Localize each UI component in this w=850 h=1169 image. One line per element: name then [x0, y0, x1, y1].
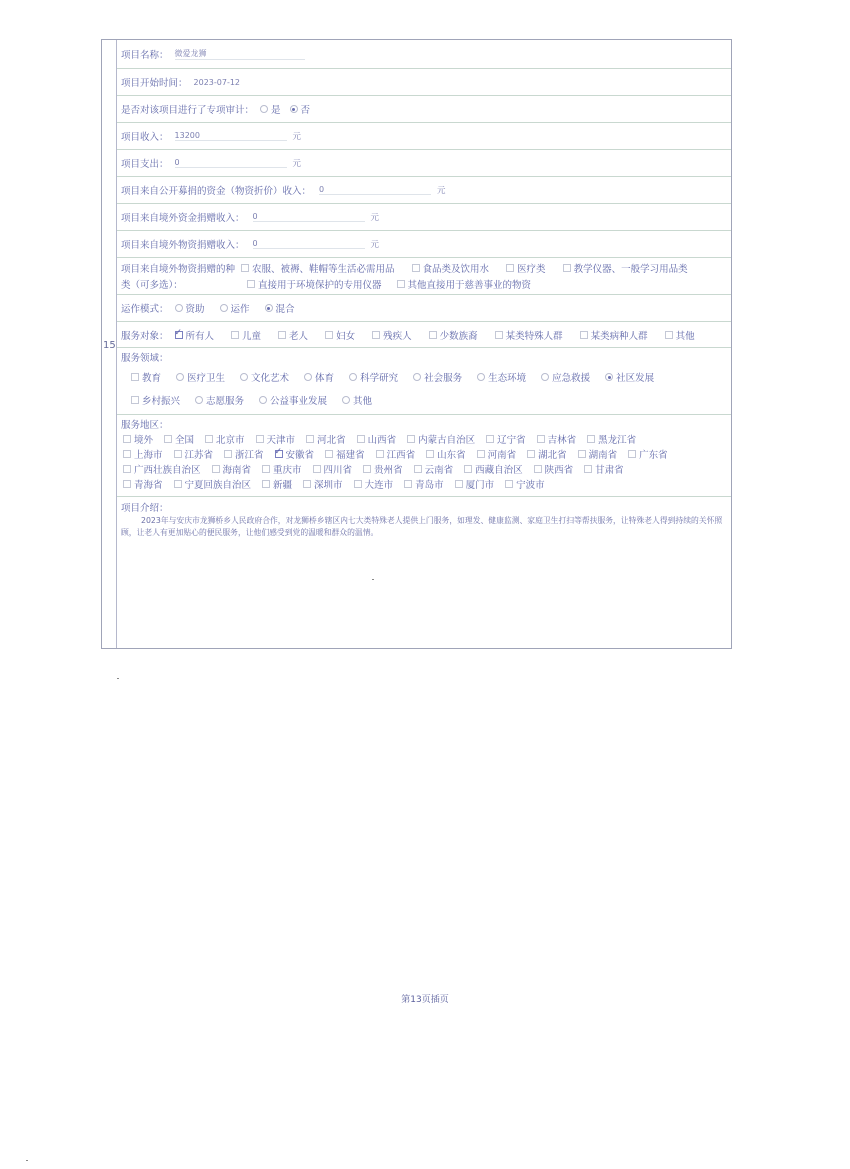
- region-option-label: 江苏省: [184, 450, 214, 461]
- field-option-sports[interactable]: 体育: [298, 370, 334, 384]
- service-field-label: 服务领域：: [121, 353, 169, 364]
- scan-speck: [117, 678, 119, 679]
- target-option-children[interactable]: 儿童: [225, 328, 261, 342]
- region-line3: [117, 462, 629, 476]
- region-option[interactable]: [168, 477, 252, 491]
- region-option[interactable]: [572, 447, 618, 461]
- region-line2: [117, 447, 673, 461]
- service-target-row: [117, 322, 731, 348]
- scan-speck: [372, 579, 374, 580]
- foreign-goods-field[interactable]: 0: [253, 239, 365, 249]
- region-checkbox[interactable]: [123, 450, 131, 458]
- region-checkbox[interactable]: [363, 465, 371, 473]
- start-time-label: 项目开始时间：: [121, 78, 188, 89]
- region-option[interactable]: [351, 432, 397, 446]
- start-time-value[interactable]: 2023-07-12: [193, 77, 241, 87]
- service-field-line1: [125, 370, 657, 384]
- row-number-column: [102, 40, 117, 648]
- intro-label: 项目介绍：: [121, 503, 169, 514]
- project-name-row: [117, 40, 731, 69]
- audit-row: [117, 96, 731, 123]
- region-option[interactable]: [319, 447, 365, 461]
- region-checkbox[interactable]: [578, 450, 586, 458]
- service-target-label: 服务对象：: [121, 330, 169, 342]
- region-option[interactable]: [206, 462, 252, 476]
- goods-option-daily[interactable]: 农服、被褥、鞋帽等生活必需用品: [235, 261, 395, 275]
- radio-no[interactable]: [290, 105, 298, 113]
- region-checkbox[interactable]: [303, 480, 311, 488]
- region-checkbox[interactable]: [123, 465, 131, 473]
- region-checkbox[interactable]: [306, 435, 314, 443]
- goods-option-other[interactable]: 其他直接用于慈善事业的物资: [391, 277, 532, 291]
- region-option-label: 湖北省: [538, 450, 567, 461]
- region-option[interactable]: [357, 462, 403, 476]
- income-unit: 元: [292, 132, 302, 142]
- region-checkbox[interactable]: [584, 465, 592, 473]
- operation-mode-row: [117, 295, 731, 322]
- region-option-label: 青岛市: [415, 480, 444, 491]
- region-option[interactable]: [581, 432, 636, 446]
- region-option[interactable]: [449, 477, 495, 491]
- goods-type-label-line2: 类（可多选）： 直接用于环境保护的专用仪器 其他直接用于慈善事业的物资: [121, 277, 534, 291]
- region-option-label: 河北省: [317, 435, 346, 446]
- region-option[interactable]: [471, 447, 517, 461]
- region-option[interactable]: [199, 432, 245, 446]
- region-option-label: 江西省: [386, 450, 416, 461]
- region-checkbox[interactable]: [313, 465, 321, 473]
- field-option-research[interactable]: 科学研究: [343, 370, 398, 384]
- target-option-disease-group[interactable]: 某类病种人群: [574, 328, 648, 342]
- region-checkbox[interactable]: [174, 450, 182, 458]
- goods-option-food[interactable]: 食品类及饮用水: [406, 261, 490, 275]
- region-checkbox[interactable]: [414, 465, 422, 473]
- region-checkbox[interactable]: [174, 480, 182, 488]
- field-option-culture[interactable]: 文化艺术: [234, 370, 289, 384]
- public-fund-label: 项目来自公开募捐的资金（物资折价）收入：: [121, 186, 312, 197]
- field-option-health[interactable]: 医疗卫生: [170, 370, 225, 384]
- goods-type-label-line1: 项目来自境外物资捐赠的种 农服、被褥、鞋帽等生活必需用品 食品类及饮用水 医疗类 教学仪器、一般学习用品类: [121, 261, 691, 275]
- region-option-label: 河南省: [487, 450, 517, 461]
- region-option[interactable]: [370, 447, 416, 461]
- region-checkbox[interactable]: [354, 480, 362, 488]
- region-option[interactable]: [218, 447, 264, 461]
- region-checkbox[interactable]: [464, 465, 472, 473]
- region-option-label: 山东省: [437, 450, 466, 461]
- region-option-label: 贵州省: [374, 465, 403, 476]
- region-checkbox[interactable]: [224, 450, 232, 458]
- project-form: [101, 39, 732, 649]
- region-checkbox[interactable]: [262, 480, 270, 488]
- region-checkbox[interactable]: [527, 450, 535, 458]
- public-fund-row: [117, 177, 731, 204]
- region-option-label: 内蒙古自治区: [418, 435, 476, 446]
- field-option-ecology[interactable]: 生态环境: [471, 370, 526, 384]
- region-option[interactable]: [521, 447, 567, 461]
- region-checkbox[interactable]: [404, 480, 412, 488]
- region-option-label: 西藏自治区: [475, 465, 523, 476]
- region-line1: [117, 432, 641, 446]
- region-option[interactable]: [307, 462, 353, 476]
- region-checkbox[interactable]: [477, 450, 485, 458]
- region-option-label: 上海市: [134, 450, 163, 461]
- region-option[interactable]: [168, 447, 214, 461]
- foreign-fund-unit: 元: [370, 213, 380, 223]
- field-option-community[interactable]: 社区发展: [599, 370, 654, 384]
- region-option-label: 厦门市: [465, 480, 495, 491]
- region-checkbox[interactable]: [587, 435, 595, 443]
- target-option-disabled[interactable]: 残疾人: [366, 328, 412, 342]
- region-checkbox[interactable]: [505, 480, 513, 488]
- field-option-social[interactable]: 社会服务: [407, 370, 462, 384]
- region-checkbox[interactable]: [534, 465, 542, 473]
- region-option-label: 山西省: [367, 435, 397, 446]
- region-checkbox[interactable]: [628, 450, 636, 458]
- project-name-label: 项目名称：: [121, 50, 169, 61]
- service-field-row: [117, 348, 731, 415]
- region-option-label: 湖南省: [588, 450, 618, 461]
- region-option[interactable]: [420, 447, 466, 461]
- service-region-row: [117, 415, 731, 497]
- region-option[interactable]: [158, 432, 194, 446]
- audit-label: 是否对该项目进行了专项审计：: [121, 105, 255, 116]
- audit-option-yes[interactable]: 是: [254, 102, 281, 116]
- form-content: [117, 40, 731, 648]
- mode-option-mixed[interactable]: 混合: [259, 301, 295, 315]
- goods-option-medical[interactable]: 医疗类: [500, 261, 546, 275]
- public-fund-unit: 元: [437, 186, 446, 196]
- expense-label: 项目支出：: [121, 159, 169, 170]
- foreign-goods-label: 项目来自境外物资捐赠收入：: [121, 240, 245, 251]
- target-option-other[interactable]: 其他: [659, 328, 695, 342]
- target-option-minority[interactable]: 少数族裔: [423, 328, 478, 342]
- income-field[interactable]: 13200: [175, 131, 287, 141]
- foreign-goods-row: [117, 231, 731, 258]
- project-name-value[interactable]: 微爱龙狮: [175, 48, 305, 60]
- region-option[interactable]: [401, 432, 475, 446]
- region-checkbox[interactable]: [256, 435, 264, 443]
- region-option[interactable]: [117, 447, 163, 461]
- foreign-goods-unit: 元: [370, 240, 380, 250]
- region-option[interactable]: [458, 462, 523, 476]
- region-option-label: 广西壮族自治区: [134, 465, 201, 476]
- field-option-rural[interactable]: 乡村振兴: [125, 393, 180, 407]
- region-checkbox[interactable]: [537, 435, 545, 443]
- region-option-label: 安徽省: [285, 450, 315, 461]
- region-checkbox[interactable]: [275, 450, 283, 458]
- region-option[interactable]: [531, 432, 577, 446]
- region-checkbox[interactable]: [123, 435, 131, 443]
- expense-unit: 元: [292, 159, 302, 169]
- region-option-label: 云南省: [424, 465, 454, 476]
- region-option[interactable]: [480, 432, 526, 446]
- region-checkbox[interactable]: [486, 435, 494, 443]
- region-option[interactable]: [117, 462, 201, 476]
- region-option[interactable]: [622, 447, 668, 461]
- region-option-label: 浙江省: [235, 450, 264, 461]
- region-option[interactable]: [528, 462, 574, 476]
- region-checkbox[interactable]: [455, 480, 463, 488]
- page-footer: 第13页插页: [401, 995, 449, 1005]
- region-option-label: 福建省: [336, 450, 365, 461]
- region-checkbox[interactable]: [262, 465, 270, 473]
- service-field-line2: [125, 393, 375, 407]
- region-option-label: 大连市: [364, 480, 394, 491]
- region-option-label: 新疆: [273, 480, 293, 491]
- field-option-emergency[interactable]: 应急救援: [535, 370, 590, 384]
- region-option-label: 重庆市: [273, 465, 302, 476]
- field-option-other[interactable]: 其他: [336, 393, 372, 407]
- goods-type-row: [117, 258, 731, 295]
- expense-row: [117, 150, 731, 177]
- region-option[interactable]: [256, 477, 292, 491]
- region-checkbox[interactable]: [376, 450, 384, 458]
- mode-option-operate[interactable]: 运作: [214, 301, 250, 315]
- region-checkbox[interactable]: [357, 435, 365, 443]
- region-option-label: 北京市: [216, 435, 245, 446]
- region-option[interactable]: [250, 432, 296, 446]
- field-option-public-welfare[interactable]: 公益事业发展: [253, 393, 327, 407]
- region-option[interactable]: [256, 462, 302, 476]
- income-label: 项目收入：: [121, 132, 169, 143]
- goods-option-environment[interactable]: 直接用于环境保护的专用仪器: [241, 277, 382, 291]
- goods-option-teaching[interactable]: 教学仪器、一般学习用品类: [557, 261, 688, 275]
- foreign-fund-row: [117, 204, 731, 231]
- intro-text[interactable]: 2023年与安庆市龙狮桥乡人民政府合作，对龙狮桥乡辖区内七大类特殊老人提供上门服务，如理发、健康监测、家庭卫生打扫等帮扶服务，让特殊老人得到持续的关怀照顾，让老人有更加贴心的便民服务，让他们感受到党的温暖和群众的温情。: [121, 516, 723, 537]
- region-option-label: 深圳市: [314, 480, 343, 491]
- region-option[interactable]: [117, 432, 153, 446]
- target-option-special-group[interactable]: 某类特殊人群: [489, 328, 563, 342]
- operation-mode-label: 运作模式：: [121, 304, 169, 315]
- region-option[interactable]: [269, 447, 315, 461]
- scan-speck: [26, 1160, 28, 1161]
- field-option-volunteer[interactable]: 志愿服务: [189, 393, 244, 407]
- income-row: [117, 123, 731, 150]
- region-option-label: 广东省: [639, 450, 668, 461]
- region-option-label: 甘肃省: [595, 465, 624, 476]
- region-option[interactable]: [348, 477, 394, 491]
- region-checkbox[interactable]: [212, 465, 220, 473]
- region-option-label: 境外: [134, 435, 154, 446]
- foreign-fund-label: 项目来自境外资金捐赠收入：: [121, 213, 245, 224]
- region-checkbox[interactable]: [123, 480, 131, 488]
- target-option-women[interactable]: 妇女: [319, 328, 355, 342]
- target-option-all[interactable]: ✓ 所有人: [169, 328, 215, 342]
- region-option[interactable]: [300, 432, 346, 446]
- region-option-label: 海南省: [222, 465, 252, 476]
- radio-yes[interactable]: [260, 105, 268, 113]
- service-region-label: 服务地区：: [121, 420, 169, 431]
- region-option-label: 辽宁省: [497, 435, 526, 446]
- region-option-label: 全国: [175, 435, 195, 446]
- region-option-label: 宁波市: [516, 480, 545, 491]
- audit-option-no[interactable]: 否: [284, 102, 311, 116]
- public-fund-field[interactable]: 0: [319, 185, 431, 195]
- intro-row: [117, 497, 731, 650]
- region-option[interactable]: [117, 477, 163, 491]
- mode-option-fund[interactable]: 资助: [169, 301, 205, 315]
- region-option[interactable]: [398, 477, 444, 491]
- region-checkbox[interactable]: [164, 435, 172, 443]
- row-number: 15: [103, 340, 116, 351]
- region-option[interactable]: [578, 462, 624, 476]
- region-checkbox[interactable]: [426, 450, 434, 458]
- region-line4: [117, 477, 550, 491]
- target-option-elderly[interactable]: 老人: [272, 328, 308, 342]
- region-option[interactable]: [408, 462, 454, 476]
- region-checkbox[interactable]: [205, 435, 213, 443]
- region-option-label: 黑龙江省: [598, 435, 637, 446]
- region-option-label: 吉林省: [547, 435, 577, 446]
- region-option-label: 陕西省: [544, 465, 574, 476]
- field-option-education[interactable]: 教育: [125, 370, 161, 384]
- region-option-label: 四川省: [323, 465, 353, 476]
- region-option-label: 青海省: [134, 480, 163, 491]
- region-option[interactable]: [297, 477, 343, 491]
- region-checkbox[interactable]: [325, 450, 333, 458]
- region-checkbox[interactable]: [407, 435, 415, 443]
- foreign-fund-field[interactable]: 0: [253, 212, 365, 222]
- region-option-label: 天津市: [266, 435, 296, 446]
- region-option-label: 宁夏回族自治区: [184, 480, 252, 491]
- start-time-row: [117, 69, 731, 96]
- expense-field[interactable]: 0: [175, 158, 287, 168]
- region-option[interactable]: [499, 477, 545, 491]
